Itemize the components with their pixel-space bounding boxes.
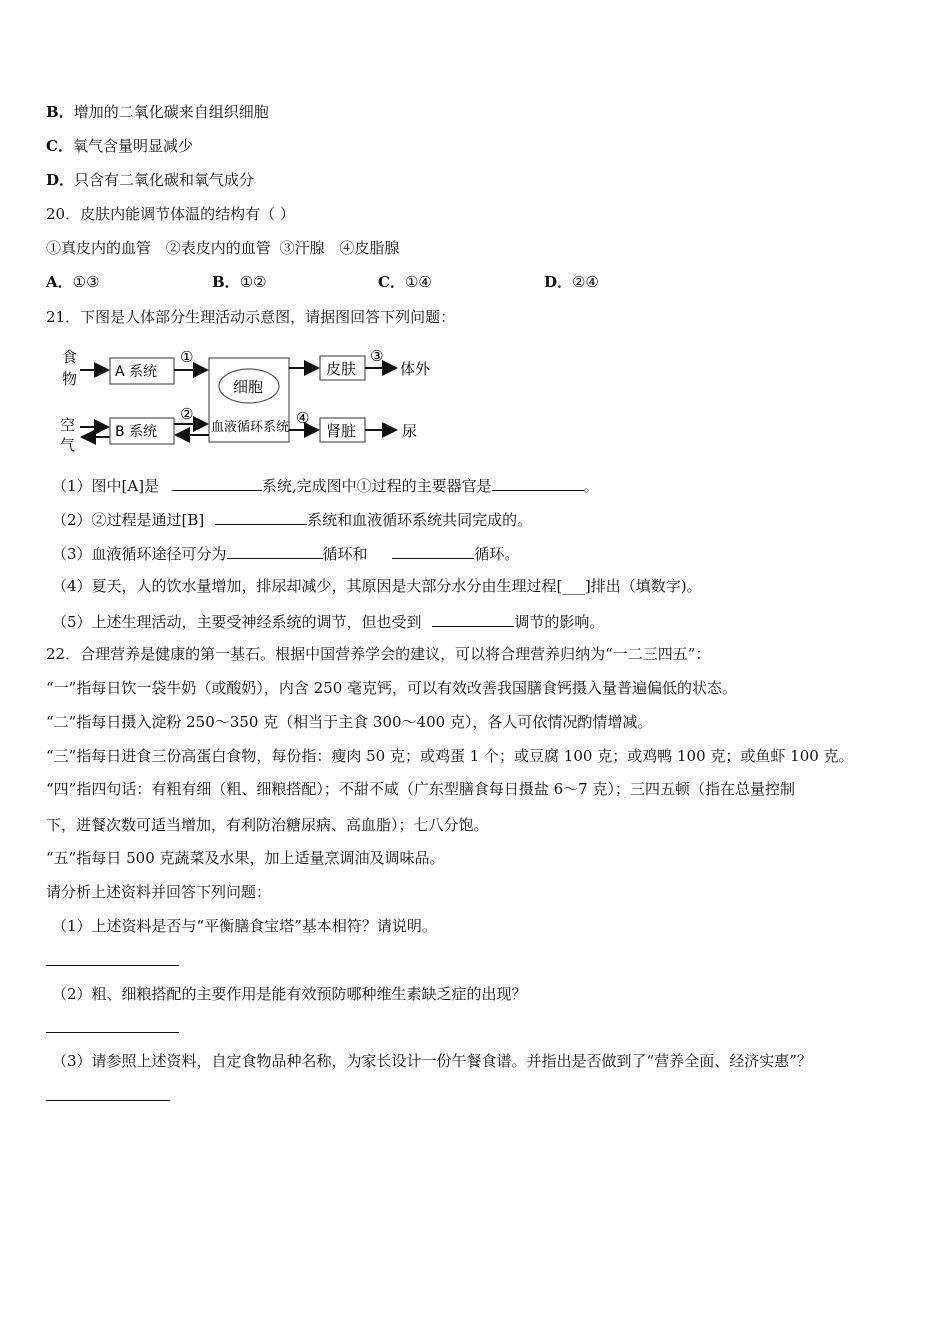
option-letter: D． bbox=[46, 171, 75, 189]
q20-item: ①真皮内的血管 bbox=[46, 239, 152, 257]
q21-sub4: （4）夏天，人的饮水量增加，排尿却减少，其原因是大部分水分由生理过程[___]排出（填数字)。 bbox=[52, 577, 702, 595]
q22-paragraph: “一”指每日饮一袋牛奶（或酸奶），内含 250 毫克钙，可以有效改善我国膳食钙摄入量普遍偏低的状态。 bbox=[46, 679, 738, 697]
q19-option-c bbox=[46, 136, 193, 156]
option-letter: C． bbox=[46, 137, 73, 155]
answer-blank[interactable] bbox=[392, 542, 474, 559]
process-4-label: ④ bbox=[296, 409, 310, 427]
q21-sub3 bbox=[52, 542, 519, 564]
food-label: 食 bbox=[62, 348, 78, 366]
air-label: 空 bbox=[60, 416, 76, 434]
cell-label: 细胞 bbox=[233, 378, 264, 396]
q20-option-b bbox=[212, 272, 267, 292]
q21-sub2 bbox=[52, 508, 532, 530]
kidney-label: 肾脏 bbox=[326, 422, 357, 440]
option-letter: B． bbox=[46, 103, 74, 121]
q22-prompt: 请分析上述资料并回答下列问题： bbox=[46, 883, 272, 901]
answer-line[interactable] bbox=[46, 1032, 179, 1033]
text: 循环和 bbox=[322, 545, 368, 563]
option-text: ①④ bbox=[404, 273, 432, 291]
q20-item: ④皮脂腺 bbox=[339, 239, 400, 257]
system-b-label: B 系统 bbox=[115, 424, 158, 440]
q20-items bbox=[46, 238, 399, 258]
option-text: ①③ bbox=[72, 273, 100, 291]
system-a-label: A 系统 bbox=[115, 364, 158, 380]
q22-paragraph: “五”指每日 500 克蔬菜及水果，加上适量烹调油及调味品。 bbox=[46, 849, 445, 867]
circulation-label: 血液循环系统 bbox=[211, 420, 290, 435]
q20-item: ③汗腺 bbox=[279, 239, 325, 257]
answer-blank[interactable] bbox=[172, 474, 262, 491]
answer-blank[interactable] bbox=[215, 508, 307, 525]
answer-line[interactable] bbox=[46, 1100, 170, 1101]
q22-stem: 22．合理营养是健康的第一基石。根据中国营养学会的建议，可以将合理营养归纳为“一二三四五”： bbox=[46, 645, 711, 663]
option-text: ②④ bbox=[572, 273, 599, 291]
q21-sub5 bbox=[52, 610, 604, 632]
q22-sub2: （2）粗、细粮搭配的主要作用是能有效预防哪种维生素缺乏症的出现？ bbox=[52, 985, 527, 1003]
q22-paragraph: “二”指每日摄入淀粉 250～350 克（相当于主食 300～400 克），各人可依情况酌情增减。 bbox=[46, 713, 653, 731]
option-text: 增加的二氧化碳来自组织细胞 bbox=[73, 103, 269, 121]
text: （2）②过程是通过[B] bbox=[52, 511, 205, 529]
answer-line[interactable] bbox=[46, 965, 179, 966]
option-letter: B． bbox=[212, 273, 240, 291]
q22-paragraph: “三”指每日进食三份高蛋白食物，每份指：瘦肉 50 克；或鸡蛋 1 个；或豆腐 100 克；或鸡鸭 100 克；或鱼虾 100 克。 bbox=[46, 747, 854, 765]
q21-stem: 21．下图是人体部分生理活动示意图，请据图回答下列问题： bbox=[46, 308, 456, 326]
q19-option-d bbox=[46, 170, 254, 190]
process-2-label: ② bbox=[180, 405, 194, 423]
q22-sub3: （3）请参照上述资料，自定食物品种名称，为家长设计一份午餐食谱。并指出是否做到了“营养全面、经济实惠”？ bbox=[52, 1052, 812, 1070]
text: （5）上述生理活动，主要受神经系统的调节，但也受到 bbox=[52, 613, 422, 631]
q20-option-c bbox=[378, 272, 432, 292]
air-label: 气 bbox=[60, 436, 76, 454]
text: 调节的影响。 bbox=[514, 613, 605, 631]
text: 循环。 bbox=[474, 545, 520, 563]
option-text: 氧气含量明显减少 bbox=[72, 137, 193, 155]
q21-sub1 bbox=[52, 474, 599, 496]
q19-option-b bbox=[46, 102, 269, 122]
urine-label: 尿 bbox=[402, 422, 418, 440]
q20-item: ②表皮内的血管 bbox=[165, 239, 271, 257]
option-text: ①② bbox=[239, 273, 267, 291]
option-letter: D． bbox=[544, 273, 573, 291]
option-letter: C． bbox=[378, 273, 405, 291]
skin-label: 皮肤 bbox=[326, 360, 357, 378]
text: （3）血液循环途径可分为 bbox=[52, 545, 227, 563]
text: 。 bbox=[583, 477, 599, 495]
outside-label: 体外 bbox=[400, 360, 431, 378]
answer-blank[interactable] bbox=[227, 542, 323, 559]
option-letter: A． bbox=[46, 273, 73, 291]
process-3-label: ③ bbox=[370, 347, 384, 365]
physiology-diagram bbox=[50, 340, 450, 460]
q22-sub1: （1）上述资料是否与“平衡膳食宝塔”基本相符？请说明。 bbox=[52, 917, 437, 935]
food-label: 物 bbox=[62, 370, 78, 388]
q22-paragraph: “四”指四句话：有粗有细（粗、细粮搭配）；不甜不咸（广东型膳食每日摄盐 6～7 克）；三四五顿（指在总量控制 bbox=[46, 780, 795, 798]
q20-option-a bbox=[46, 272, 100, 292]
answer-blank[interactable] bbox=[432, 610, 514, 627]
option-text: 只含有二氧化碳和氧气成分 bbox=[74, 171, 255, 189]
text: 系统和血液循环系统共同完成的。 bbox=[307, 511, 533, 529]
q20-option-d bbox=[544, 272, 599, 292]
q20-stem: 20．皮肤内能调节体温的结构有（ ） bbox=[46, 205, 295, 223]
process-1-label: ① bbox=[180, 348, 194, 366]
q22-paragraph: 下，进餐次数可适当增加，有利防治糖尿病、高血脂）；七八分饱。 bbox=[46, 816, 489, 834]
text: 系统,完成图中①过程的主要器官是 bbox=[261, 477, 492, 495]
answer-blank[interactable] bbox=[492, 474, 584, 491]
text: （1）图中[A]是 bbox=[52, 477, 160, 495]
